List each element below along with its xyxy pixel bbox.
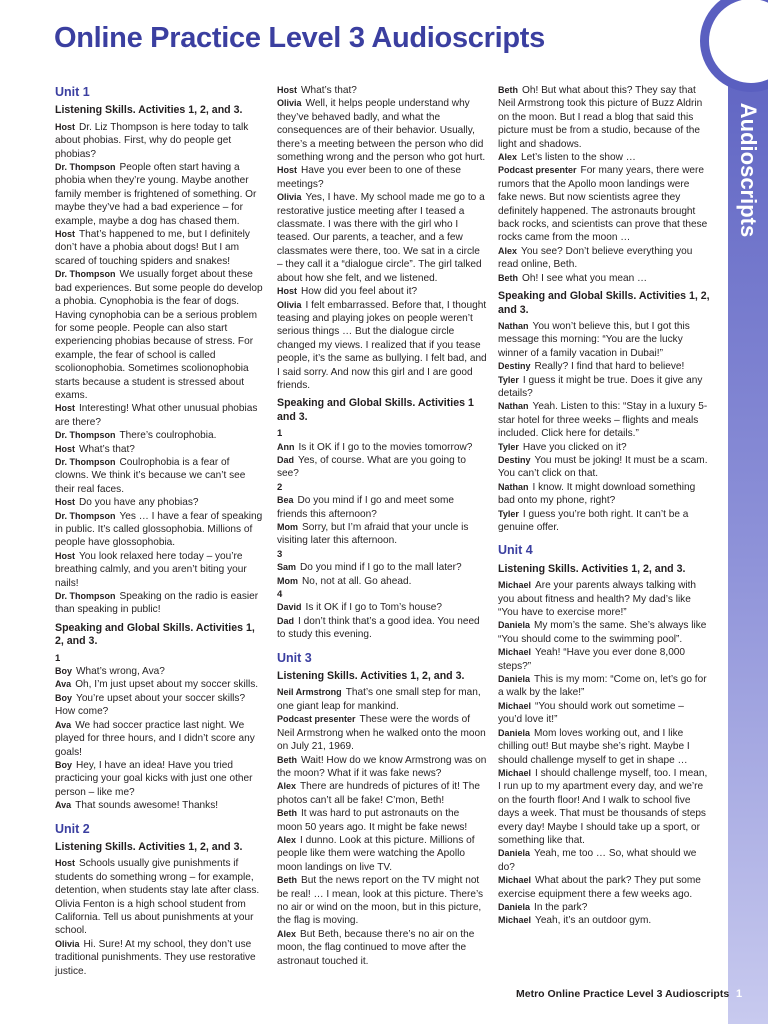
dialogue-line — [277, 97, 487, 164]
dialogue-number: 4 — [277, 589, 283, 601]
dialogue-line — [55, 268, 265, 402]
speaker-name: Host — [55, 443, 75, 454]
dialogue-line — [498, 847, 710, 874]
dialogue-line — [498, 508, 710, 535]
dialogue-text: Speaking on the radio is easier than speaking in public! — [55, 591, 259, 616]
speaker-name: Boy — [55, 666, 73, 677]
speaker-name: Host — [277, 85, 297, 95]
dialogue-text: I guess you’re both right. It can’t be a genuine offer. — [498, 508, 689, 533]
dialogue-text: Wait! How do we know Armstrong was on the moon? What if it was fake news? — [277, 754, 487, 779]
dialogue-line — [277, 807, 487, 834]
dialogue-text: Let’s listen to the show … — [521, 152, 636, 164]
speaker-name: Nathan — [498, 481, 529, 492]
dialogue-line — [498, 400, 710, 440]
spacer — [277, 642, 487, 650]
speaker-name: Ann — [277, 441, 295, 452]
speaker-name: Host — [55, 858, 75, 869]
speaker-name: Daniela — [498, 727, 531, 738]
dialogue-line — [55, 496, 265, 509]
speaker-name: Alex — [498, 152, 518, 163]
dialogue-text: Do you have any phobias? — [79, 497, 199, 509]
dialogue-text: Hi. Sure! At my school, they don’t use traditional punishments. They use restorative justice. — [55, 938, 256, 977]
column-1 — [55, 84, 265, 978]
dialogue-text: Is it OK if I go to Tom’s house? — [305, 602, 443, 614]
dialogue-text: That’s one small step for man, one giant leap for mankind. — [277, 687, 481, 712]
speaker-name: Nathan — [498, 401, 529, 412]
dialogue-text: These were the words of Neil Armstrong when he walked onto the moon on July 21, 1969. — [277, 714, 486, 753]
speaker-name: Destiny — [498, 454, 531, 465]
dialogue-text: That sounds awesome! Thanks! — [75, 800, 219, 812]
dialogue-text: Oh, I’m just upset about my soccer skills. — [75, 679, 259, 691]
dialogue-line — [277, 575, 487, 588]
speaker-name: Podcast presenter — [498, 165, 577, 176]
dialogue-line — [498, 874, 710, 901]
dialogue-text: What’s that? — [79, 443, 135, 455]
dialogue-number: 1 — [55, 652, 61, 664]
dialogue-line — [498, 320, 710, 360]
dialogue-text: Oh! I see what you mean … — [522, 272, 648, 284]
speaker-name: Daniela — [498, 901, 531, 912]
speaker-name: Olivia — [277, 98, 302, 109]
speaker-name: Bea — [277, 495, 294, 506]
dialogue-text: There are hundreds of pictures of it! The photos can’t all be fake! C’mon, Beth! — [277, 781, 480, 806]
dialogue-line — [498, 727, 710, 767]
dialogue-line — [55, 510, 265, 550]
section-heading: Speaking and Global Skills. Activities 1, 2, and 3. — [498, 290, 710, 316]
section-heading: Listening Skills. Activities 1, 2, and 3. — [55, 840, 243, 853]
dialogue-line — [277, 686, 487, 713]
speaker-name: Beth — [277, 875, 297, 886]
dialogue-text: What about the park? They put some exercise equipment there a few weeks ago. — [498, 875, 701, 900]
spacer — [55, 813, 265, 821]
speaker-name: Alex — [498, 245, 518, 256]
dialogue-line — [498, 84, 710, 151]
section-heading: Listening Skills. Activities 1, 2, and 3. — [55, 104, 243, 117]
dialogue-text: I don’t think that’s a good idea. You need to study this evening. — [277, 615, 480, 641]
dialogue-text: There’s coulrophobia. — [119, 430, 217, 442]
section-heading: Listening Skills. Activities 1, 2, and 3. — [277, 670, 465, 683]
speaker-name: Ava — [55, 679, 72, 690]
dialogue-text: How did you feel about it? — [301, 286, 418, 298]
speaker-name: Host — [55, 403, 75, 414]
dialogue-text: Sorry, but I’m afraid that your uncle is visiting later this afternoon. — [277, 522, 469, 547]
speaker-name: Olivia — [55, 938, 80, 949]
speaker-name: Host — [55, 121, 75, 132]
dialogue-line — [498, 646, 710, 673]
speaker-name: Ava — [55, 800, 72, 811]
unit-heading: Unit 1 — [55, 85, 90, 99]
dialogue-text: I know. It might download something bad onto my phone, right? — [498, 481, 696, 507]
dialogue-text: No, not at all. Go ahead. — [302, 575, 412, 587]
dialogue-line — [277, 601, 487, 614]
speaker-name: Alex — [277, 834, 297, 845]
page-title: Online Practice Level 3 Audioscripts — [54, 22, 545, 54]
page-number: 1 — [736, 988, 743, 1000]
speaker-name: Dr. Thompson — [55, 591, 116, 602]
section-heading: Speaking and Global Skills. Activities 1, 2, and 3. — [55, 621, 255, 648]
dialogue-text: We usually forget about these bad experiences. But some people do develop a phobia. Cynophobia is the fear of dogs. Having cynophobia can be a serious problem for some people. People can also start experiencing phobias because of stress. For example, the fear of school is called scolionophobia. Sometimes scolionophobia starts because a student is stressed about exams. — [55, 269, 263, 401]
speaker-name: Dr. Thompson — [55, 430, 116, 441]
dialogue-line — [277, 521, 487, 548]
dialogue-text: I guess it might be true. Does it give any details? — [498, 374, 703, 399]
dialogue-line — [277, 834, 487, 874]
dialogue-text: Do you mind if I go and meet some friends this afternoon? — [277, 495, 455, 520]
column-3 — [498, 84, 710, 928]
dialogue-text: But Beth, because there’s no air on the moon, the flag continued to move after the astronaut touched it. — [277, 928, 475, 967]
dialogue-line — [55, 456, 265, 496]
dialogue-line — [498, 441, 710, 454]
dialogue-line — [277, 164, 487, 191]
dialogue-text: You see? Don’t believe everything you read online, Beth. — [498, 245, 693, 271]
speaker-name: Nathan — [498, 320, 529, 331]
speaker-name: Destiny — [498, 361, 531, 372]
speaker-name: Alex — [277, 781, 297, 792]
speaker-name: Beth — [498, 85, 518, 95]
decorative-circle — [700, 0, 768, 92]
speaker-name: Michael — [498, 875, 532, 886]
dialogue-text: Mom loves working out, and I like chilling out! But maybe she’s right. Maybe I should challenge myself to get in shape … — [498, 727, 690, 766]
dialogue-text: Interesting! What other unusual phobias are there? — [55, 403, 258, 428]
speaker-name: Michael — [498, 647, 532, 658]
speaker-name: Host — [55, 550, 75, 561]
speaker-name: Alex — [277, 928, 297, 939]
dialogue-number: 1 — [277, 428, 283, 440]
speaker-name: Host — [55, 497, 75, 508]
dialogue-line — [55, 692, 265, 719]
dialogue-text: What’s wrong, Ava? — [76, 666, 165, 678]
dialogue-line — [498, 360, 710, 373]
speaker-name: Dr. Thompson — [55, 162, 116, 173]
speaker-name: Sam — [277, 562, 297, 573]
dialogue-text: Yeah. Listen to this: “Stay in a luxury 5-star hotel for three weeks – flights and meals included. Click here for details.” — [498, 401, 708, 440]
speaker-name: Michael — [498, 700, 532, 711]
dialogue-line — [498, 374, 710, 401]
dialogue-line — [498, 454, 710, 481]
dialogue-line — [498, 164, 710, 244]
speaker-name: Daniela — [498, 674, 531, 685]
dialogue-text: It was hard to put astronauts on the moon 50 years ago. It might be fake news! — [277, 808, 468, 833]
dialogue-text: That’s happened to me, but I definitely don’t have a phobia about dogs! But I am scared of touching spiders and snakes! — [55, 229, 250, 267]
dialogue-line — [498, 245, 710, 272]
speaker-name: David — [277, 602, 302, 613]
dialogue-text: Hey, I have an idea! Have you tried practicing your goal kicks with just one other person – like me? — [55, 759, 253, 798]
section-heading: Speaking and Global Skills. Activities 1 and 3. — [277, 397, 474, 423]
speaker-name: Host — [277, 286, 297, 297]
speaker-name: Dr. Thompson — [55, 510, 116, 521]
dialogue-number: 2 — [277, 481, 283, 493]
dialogue-text: I dunno. Look at this picture. Millions of people like them were watching the Apollo moon landings on live TV. — [277, 834, 475, 873]
speaker-name: Mom — [277, 522, 298, 532]
dialogue-line — [55, 938, 265, 978]
dialogue-text: Dr. Liz Thompson is here today to talk about phobias. First, why do people get phobias? — [55, 121, 249, 160]
dialogue-line — [277, 874, 487, 928]
speaker-name: Michael — [498, 580, 532, 591]
dialogue-line — [498, 151, 710, 164]
dialogue-line — [277, 615, 487, 642]
speaker-name: Host — [55, 229, 75, 240]
dialogue-line — [277, 561, 487, 574]
dialogue-text: In the park? — [534, 901, 588, 913]
dialogue-text: Yes … I have a fear of speaking in public. It’s called glossophobia. Millions of people have glossophobia. — [55, 510, 263, 549]
dialogue-line — [55, 402, 265, 429]
dialogue-text: I felt embarrassed. Before that, I thought teasing and playing jokes on people weren’t serious things … But the dialogue circle changed my views. I realized that if you tease people, it’s the same as bullying. I felt bad, and I said sorry. And now this girl and I are good friends. — [277, 299, 487, 391]
dialogue-text: What’s that? — [301, 85, 357, 96]
speaker-name: Michael — [498, 767, 532, 778]
dialogue-line — [277, 713, 487, 753]
unit-heading: Unit 3 — [277, 650, 312, 665]
dialogue-text: Coulrophobia is a fear of clowns. We think it’s because we can’t see their real faces. — [55, 456, 246, 495]
speaker-name: Dad — [277, 454, 295, 465]
speaker-name: Podcast presenter — [277, 714, 356, 725]
dialogue-line — [277, 494, 487, 521]
speaker-name: Mom — [277, 575, 298, 586]
dialogue-text: Oh! But what about this? They say that Neil Armstrong took this picture of Buzz Aldrin on the moon. But I read a blog that said this picture must be from a studio, because of the light and shadows. — [498, 85, 703, 150]
dialogue-text: Have you ever been to one of these meetings? — [277, 165, 461, 190]
dialogue-line — [498, 673, 710, 700]
speaker-name: Beth — [277, 754, 297, 765]
dialogue-line — [55, 429, 265, 442]
speaker-name: Daniela — [498, 848, 531, 859]
dialogue-line — [277, 754, 487, 781]
dialogue-line — [55, 759, 265, 799]
dialogue-line — [498, 700, 710, 727]
dialogue-line — [55, 665, 265, 678]
speaker-name: Tyler — [498, 508, 519, 519]
dialogue-text: This is my mom: “Come on, let’s go for a walk by the lake!” — [498, 674, 707, 699]
dialogue-text: Do you mind if I go to the mall later? — [300, 562, 462, 574]
dialogue-line — [55, 550, 265, 590]
dialogue-text: People often start having a phobia when they’re young. Maybe another family member is frightened of something. Or maybe they’ve had a bad experience – for example, maybe a dog has chased them. — [55, 162, 257, 227]
dialogue-text: Yeah! “Have you ever done 8,000 steps?” — [498, 647, 686, 672]
dialogue-line — [55, 443, 265, 456]
dialogue-line — [498, 901, 710, 914]
dialogue-line — [55, 590, 265, 617]
dialogue-text: You’re upset about your soccer skills? How come? — [55, 692, 246, 718]
speaker-name: Michael — [498, 915, 532, 926]
dialogue-line — [55, 678, 265, 691]
dialogue-line — [277, 285, 487, 298]
dialogue-line — [55, 799, 265, 812]
dialogue-text: Yes, of course. What are you going to see? — [277, 454, 466, 480]
dialogue-line — [55, 228, 265, 268]
speaker-name: Dr. Thompson — [55, 456, 116, 467]
speaker-name: Dr. Thompson — [55, 269, 116, 280]
speaker-name: Dad — [277, 615, 295, 626]
column-2 — [277, 84, 487, 968]
dialogue-text: Yes, I have. My school made me go to a restorative justice meeting after I teased a classmate. I was there with the girl who I teased. Our parents, a teacher, and a few classmates were there, too. We sat in a circle – they call it a “dialogue circle”. The girl talked about how she felt, and we listened. — [277, 192, 485, 284]
dialogue-text: You look relaxed here today – you’re breathing calmly, and you aren’t biting your nails! — [55, 550, 247, 589]
dialogue-line — [55, 719, 265, 759]
speaker-name: Tyler — [498, 374, 519, 385]
dialogue-line — [277, 84, 487, 97]
dialogue-text: Have you clicked on it? — [522, 441, 627, 453]
dialogue-text: Yeah, it’s an outdoor gym. — [535, 915, 652, 927]
dialogue-text: Are your parents always talking with you about fitness and health? My dad’s like “You have to exercise more!” — [498, 580, 697, 619]
dialogue-text: Well, it helps people understand why they’ve behaved badly, and what the consequences are of their behavior. Usually, there’s a meeting between the person who did something wrong and the person who got hurt. — [277, 98, 486, 164]
dialogue-line — [277, 454, 487, 481]
dialogue-line — [55, 121, 265, 161]
speaker-name: Olivia — [277, 192, 302, 203]
dialogue-line — [498, 767, 710, 847]
speaker-name: Daniela — [498, 620, 531, 631]
unit-heading: Unit 2 — [55, 821, 90, 836]
dialogue-line — [277, 299, 487, 393]
speaker-name: Beth — [498, 272, 518, 283]
dialogue-line — [498, 579, 710, 619]
dialogue-line — [277, 191, 487, 285]
speaker-name: Tyler — [498, 441, 519, 452]
dialogue-text: We had soccer practice last night. We played for three hours, and I didn’t score any goals! — [55, 719, 255, 758]
dialogue-line — [498, 914, 710, 927]
dialogue-text: Schools usually give punishments if students do something wrong – for example, detention, when students stay late after class. Olivia Fenton is a high school student from California. Tell us about punishments at your school. — [55, 858, 260, 937]
dialogue-text: But the news report on the TV might not be real! … I mean, look at this picture. There’s no air or wind on the moon, but in this picture, the flag is moving. — [277, 875, 484, 927]
spacer — [498, 534, 710, 542]
speaker-name: Neil Armstrong — [277, 687, 342, 698]
dialogue-text: You won’t believe this, but I got this message this morning: “You are the lucky winner of a family vacation in Dubai!” — [498, 320, 690, 359]
dialogue-number: 3 — [277, 548, 283, 560]
dialogue-text: My mom’s the same. She’s always like “You should come to the swimming pool”. — [498, 620, 707, 645]
speaker-name: Host — [277, 165, 297, 176]
speaker-name: Boy — [55, 692, 73, 703]
dialogue-text: You must be joking! It must be a scam. You can’t click on that. — [498, 454, 708, 480]
unit-heading: Unit 4 — [498, 543, 533, 558]
dialogue-line — [498, 481, 710, 508]
footer-text: Metro Online Practice Level 3 Audioscripts — [516, 988, 730, 1000]
dialogue-text: I should challenge myself, too. I mean, I run up to my apartment every day, and we’re on the fourth floor! And I walk to school five days a week. That must be thousands of steps every day! Maybe I should take up a sport, or something like that. — [498, 767, 708, 846]
dialogue-text: “You should work out sometime – you’d love it!” — [498, 700, 684, 726]
dialogue-line — [55, 161, 265, 228]
dialogue-line — [498, 619, 710, 646]
speaker-name: Olivia — [277, 299, 302, 310]
dialogue-line — [498, 272, 710, 285]
dialogue-text: Really? I find that hard to believe! — [534, 361, 685, 373]
dialogue-text: Yeah, me too … So, what should we do? — [498, 848, 697, 873]
dialogue-line — [277, 780, 487, 807]
speaker-name: Boy — [55, 759, 73, 770]
dialogue-text: For many years, there were rumors that the Apollo moon landings were fake news. But now scientists agree they definitely happened. The astronauts brought back rocks, and scientists can prove that these rocks came from the moon … — [498, 165, 708, 244]
dialogue-line — [55, 857, 265, 937]
section-heading: Listening Skills. Activities 1, 2, and 3. — [498, 562, 686, 575]
dialogue-line — [277, 928, 487, 968]
speaker-name: Beth — [277, 808, 297, 819]
speaker-name: Ava — [55, 719, 72, 730]
side-label: Audioscripts — [736, 102, 761, 238]
dialogue-line — [277, 441, 487, 454]
dialogue-text: Is it OK if I go to the movies tomorrow? — [298, 441, 473, 453]
